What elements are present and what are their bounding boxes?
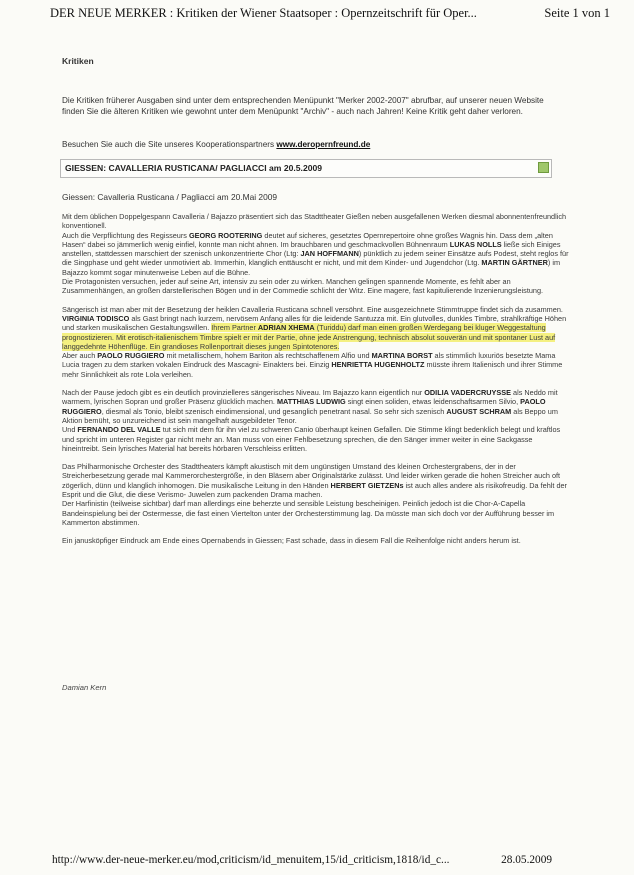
expand-icon[interactable] [538,162,549,173]
intro-text: Die Kritiken früherer Ausgaben sind unter dem entsprechenden Menüpunkt "Merker 2002-2007" abrufbar, auf unserer neuen Website finden Sie die älteren Kritiken wie gewohnt unter dem Menüpunkt "Archiv" - auch nach Jahren! Keine Kritik geht daher verloren. [62,96,544,116]
review-body [62,212,570,555]
paragraph-staging: Mit dem üblichen Doppelgespann Cavalleria / Bajazzo präsentiert sich das Stadttheater Gießen neben ausgefallenen Werken diesmal abonnentenfreundlich konventionell. Auch die Verpflichtung des Regisseurs GEORG ROOTERING deutet auf sicheres, gesetztes Opernrepertoire ohne großes Wagnis hin. Dass dem „alten Hasen“ dabei so jämmerlich wenig einfiel, konnte man nicht ahnen. Im brauchbaren und geschmackvollen Bühnenraum LUKAS NOLLS ließe sich Einiges anstellen, stattdessen marschiert der szenisch unkonzentrierte Chor (Ltg: JAN HOFFMANN) pünktlich zu jedem seiner Einsätze aufs Podest, steht reglos für die Singphase und geht wieder unmotiviert ab. Immerhin, klanglich enttäuscht er nicht, und mit dem Kinder- und Jugendchor (Ltg. MARTIN GÄRTNER) im Bajazzo kommt sogar minutenweise Leben auf die Bühne. Die Protagonisten versuchen, jeder auf seine Art, intensiv zu sein oder zu wirken. Manchen gelingen spannende Momente, es fehlt aber an Zusammenhängen, an großen darstellerischen Bögen und in der Commedie schlicht der Witz. Eine magere, fast kapitulierende Inzenierungsleistung. [62,212,569,296]
header-title: DER NEUE MERKER : Kritiken der Wiener Staatsoper : Opernzeitschrift für Oper... [50,6,477,20]
section-title: Kritiken [62,56,94,66]
author-signature: Damian Kern [62,683,107,692]
page-counter: Seite 1 von 1 [544,6,610,20]
partner-link[interactable]: www.deropernfreund.de [276,140,371,149]
print-header [50,6,610,22]
paragraph-conclusion: Ein janusköpfiger Eindruck am Ende eines Opernabends in Giessen; Fast schade, dass in diesem Fall die Reihenfolge nicht anders herum ist. [62,536,521,546]
paragraph-cavalleria-cast: Sängerisch ist man aber mit der Besetzung der heiklen Cavalleria Rusticana schnell versöhnt. Eine ausgezeichnete Stimmtruppe findet sich da zusammen. VIRGINIA TODISCO als Gast bringt nach kurzem, nervösem Anfang alles für die leidende Santuzza mit. Ein glutvolles, dunkles Timbre, strahlkräftige Höhen und starken musikalischen Gestaltungswillen. Ihrem Partner ADRIAN XHEMA (Turiddu) darf man einen großen Werdegang bei kluger Weggestaltung prognostizieren. Mit erotisch-italienischem Timbre spielt er mit der Partie, ohne jede Anstrengung, technisch absolut souverän und mit spontaner Lust auf langgedehnte Höhenflüge. Ein grandioses Rollenportrait dieses jungen Spintotenores. Aber auch PAOLO RUGGIERO mit metallischem, hohem Bariton als rechtschaffenem Alfio und MARTINA BORST als stimmlich luxuriös besetzte Mama Lucia tragen zu dem starken vokalen Eindruck des Mascagni- Einakters bei. Einzig HENRIETTA HUGENHOLTZ müsste ihrem Italienisch und ihrer Stimme mehr Sinnlichkeit als rote Lola verleihen. [62,304,567,379]
paragraph-pagliacci-cast: Nach der Pause jedoch gibt es ein deutlich provinzielleres sängerisches Niveau. Im Bajazzo kann eigentlich nur ODILIA VADERCRUYSSE als Neddo mit warmem, lyrischen Sopran und großer Präsenz glücklich machen. MATTHIAS LUDWIG singt einen soliden, etwas leidenschaftsarmen Silvio, PAOLO RUGGIERO, diesmal als Tonio, bleibt szenisch eindimensional, und gesanglich penetrant nasal. So sehr sich szenisch AUGUST SCHRAM als Beppo um Aktion bemüht, so unzureichend ist sein mangelhaft ausgebildeter Tenor. Und FERNANDO DEL VALLE tut sich mit dem für ihn viel zu schweren Canio überhaupt keinen Gefallen. Die Stimme klingt bedenklich belegt und kraftlos und spricht im unteren Register gar nicht mehr an. Man muss von einer Fehlbesetzung sprechen, die den Sänger immer weiter in eine Sackgasse hineintreibt. Sein lyrisches Material hat bereits hörbaren Verschleiss erlitten. [62,388,561,453]
footer-date: 28.05.2009 [501,854,552,866]
footer-url: http://www.der-neue-merker.eu/mod,criticism/id_menuitem,15/id_criticism,1818/id_c... [52,854,450,866]
review-title-bar[interactable] [60,159,552,178]
partner-line [62,140,568,149]
review-heading: Giessen: Cavalleria Rusticana / Pagliacci am 20.Mai 2009 [62,192,278,202]
paragraph-orchestra: Das Philharmonische Orchester des Stadttheaters kämpft akustisch mit dem ungünstigen Umstand des kleinen Orchestergrabens, der in der Streicherbesetzung gerade mal Kammerorchestergröße, in den Bläsern aber Originalstärke zulässt. Und leider wirken gerade die hohen Streicher auch oft zögerlich, dünn und klanglich inhomogen. Die musikalische Leitung in den Händen HERBERT GIETZENs ist auch alles andere als risikofreudig. Da fehlt der Esprit und die Glut, die diese Verismo- Juwelen zum packenden Drama machen. Der Harfinistin (teilweise sichtbar) darf man allerdings eine beherzte und sensible Leistung bescheinigen. Peinlich jedoch ist die Chor-A-Capella Bandeinspielung bei der Ostermesse, die fast einen Viertelton unter der Orchesterstimmung lag. Da müsste man sich doch vor der Aufführung besser im Kammerton abstimmen. [62,462,567,527]
partner-text: Besuchen Sie auch die Site unseres Kooperationspartners [62,140,275,149]
review-bar-title: GIESSEN: CAVALLERIA RUSTICANA/ PAGLIACCI am 20.5.2009 [65,163,323,173]
